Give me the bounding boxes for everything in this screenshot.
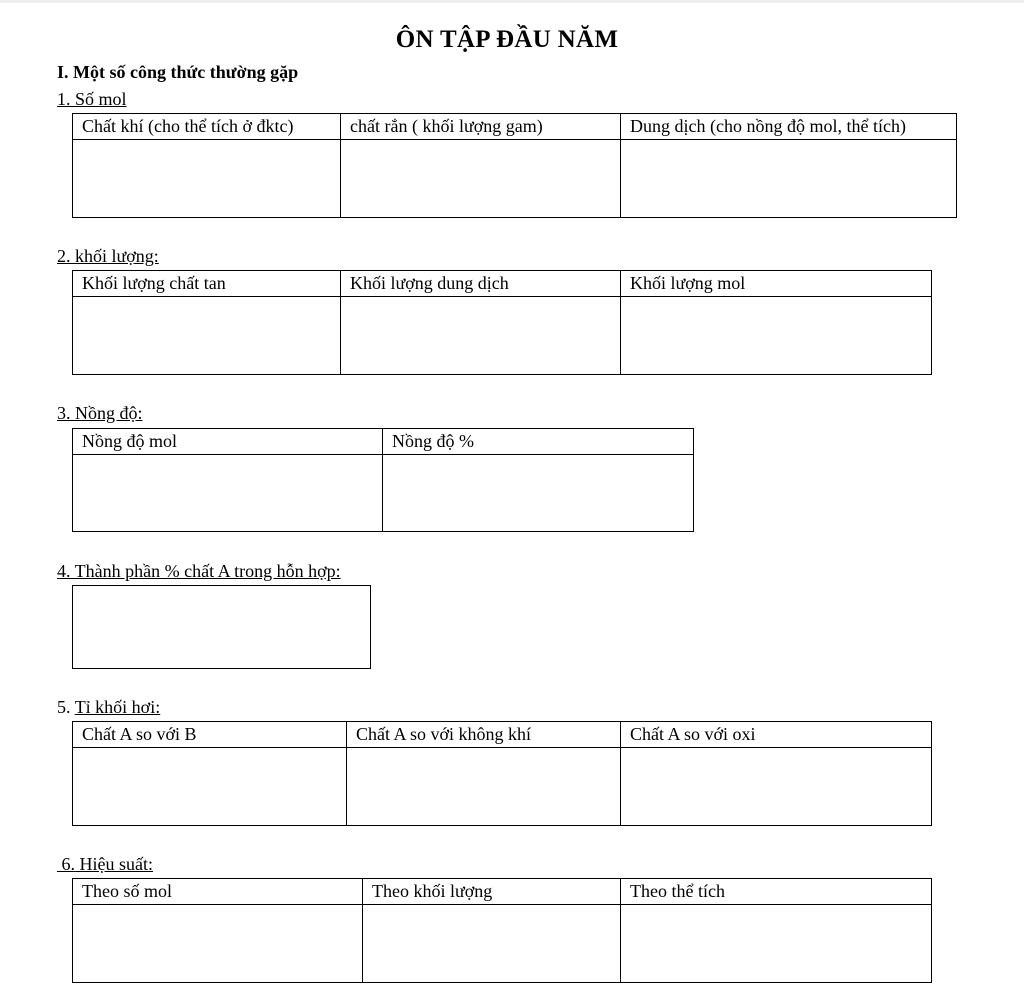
section-heading: I. Một số công thức thường gặp [57,62,299,82]
answer-cell-chat-a-so-voi-oxi[interactable] [621,748,932,826]
answer-box-thanh-phan[interactable] [72,585,371,669]
answer-cell-chat-ran[interactable] [341,140,621,218]
answer-cell-khoi-luong-dung-dich[interactable] [341,297,621,375]
heading-ti-khoi-number: 5. [57,697,71,717]
answer-cell-khoi-luong-chat-tan[interactable] [73,297,341,375]
header-dung-dich: Dung dịch (cho nồng độ mol, thể tích) [621,114,957,140]
table-hieu-suat [72,878,932,983]
table-header-row [73,879,932,905]
header-nong-do-mol: Nồng độ mol [73,429,383,455]
heading-ti-khoi-text: Tỉ khối hơi: [74,697,161,717]
heading-so-mol: 1. Số mol [57,89,127,109]
table-header-row [73,114,957,140]
answer-cell-chat-a-so-voi-khong-khi[interactable] [347,748,621,826]
heading-hieu-suat: 6. Hiệu suất: [57,854,153,874]
header-chat-a-so-voi-khong-khi: Chất A so với không khí [347,722,621,748]
heading-khoi-luong: 2. khối lượng: [57,246,159,266]
header-chat-khi: Chất khí (cho thể tích ở đktc) [73,114,341,140]
table-ti-khoi-hoi [72,721,932,826]
header-khoi-luong-chat-tan: Khối lượng chất tan [73,271,341,297]
header-khoi-luong-mol: Khối lượng mol [621,271,932,297]
answer-cell-chat-khi[interactable] [73,140,341,218]
document-title: ÔN TẬP ĐẦU NĂM [395,26,619,53]
answer-cell-theo-the-tich[interactable] [621,905,932,983]
page-top-edge [0,0,1024,3]
heading-nong-do: 3. Nồng độ: [57,403,143,423]
table-header-row [73,722,932,748]
table-header-row [73,429,694,455]
header-theo-khoi-luong: Theo khối lượng [363,879,621,905]
header-chat-a-so-voi-b: Chất A so với B [73,722,347,748]
heading-thanh-phan: 4. Thành phần % chất A trong hỗn hợp: [57,561,341,581]
heading-ti-khoi-hoi [57,697,160,718]
answer-cell-nong-do-phan-tram[interactable] [383,455,694,532]
answer-cell-theo-khoi-luong[interactable] [363,905,621,983]
answer-cell-theo-so-mol[interactable] [73,905,363,983]
answer-cell-dung-dich[interactable] [621,140,957,218]
header-nong-do-phan-tram: Nồng độ % [383,429,694,455]
table-answer-row [73,140,957,218]
table-nong-do [72,428,694,532]
table-answer-row [73,905,932,983]
header-khoi-luong-dung-dich: Khối lượng dung dịch [341,271,621,297]
table-header-row [73,271,932,297]
table-answer-row [73,455,694,532]
answer-cell-khoi-luong-mol[interactable] [621,297,932,375]
table-answer-row [73,748,932,826]
table-so-mol [72,113,957,218]
answer-cell-nong-do-mol[interactable] [73,455,383,532]
header-chat-a-so-voi-oxi: Chất A so với oxi [621,722,932,748]
table-khoi-luong [72,270,932,375]
header-theo-so-mol: Theo số mol [73,879,363,905]
header-chat-ran: chất rắn ( khối lượng gam) [341,114,621,140]
table-answer-row [73,297,932,375]
answer-cell-chat-a-so-voi-b[interactable] [73,748,347,826]
header-theo-the-tich: Theo thể tích [621,879,932,905]
